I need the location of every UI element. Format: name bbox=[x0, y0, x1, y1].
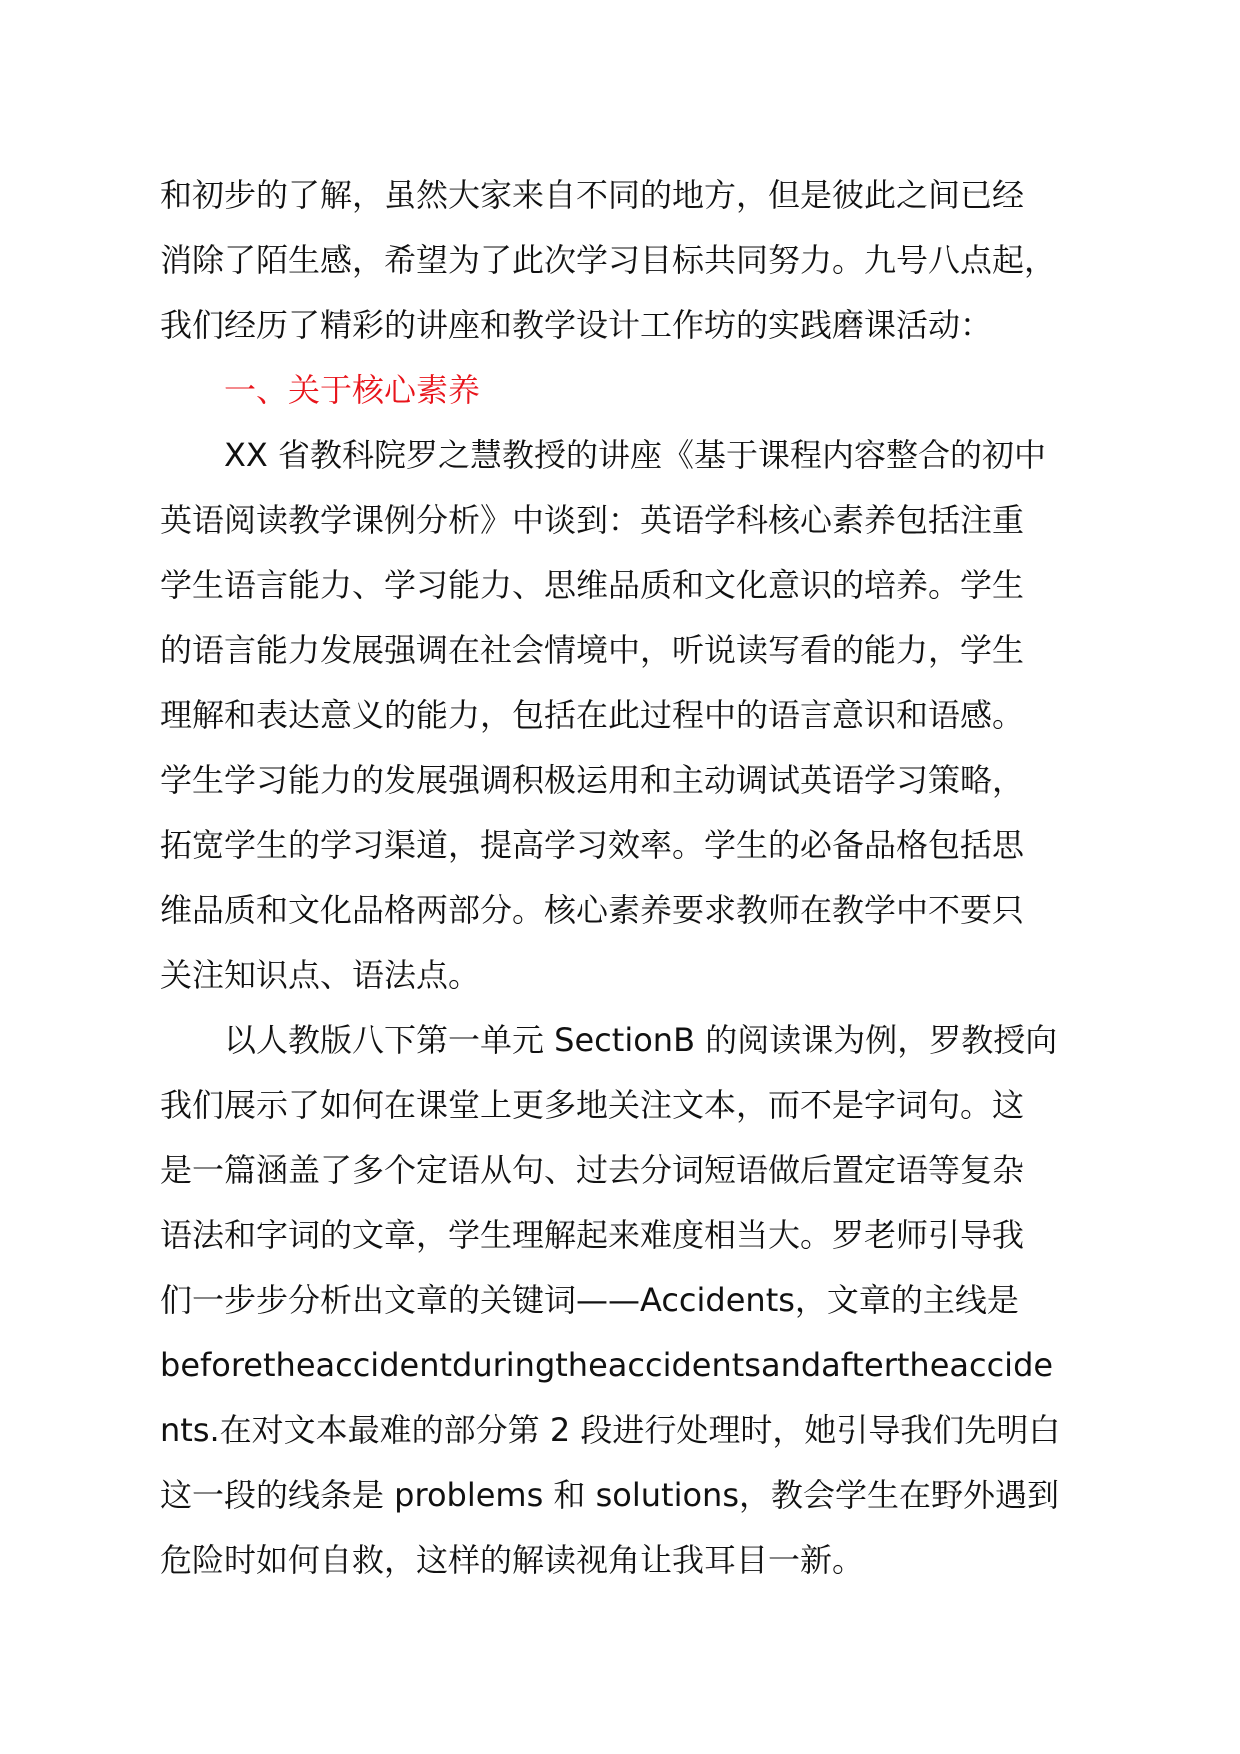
text-line: beforetheaccidentduringtheaccidentsandaftertheaccide bbox=[160, 1346, 1054, 1384]
text-line: 语法和字词的文章，学生理解起来难度相当大。罗老师引导我 bbox=[160, 1216, 1025, 1254]
text-line: 这一段的线条是 problems 和 solutions，教会学生在野外遇到 bbox=[160, 1476, 1059, 1514]
paragraph-core-literacy bbox=[160, 423, 1100, 1008]
text-line: nts.在对文本最难的部分第 2 段进行处理时，她引导我们先明白 bbox=[160, 1411, 1061, 1449]
text-line: 消除了陌生感，希望为了此次学习目标共同努力。九号八点起， bbox=[160, 241, 1057, 279]
text-line: 我们展示了如何在课堂上更多地关注文本，而不是字词句。这 bbox=[160, 1086, 1025, 1124]
paragraph-intro bbox=[160, 163, 1100, 358]
text-line: 理解和表达意义的能力，包括在此过程中的语言意识和语感。 bbox=[160, 696, 1025, 734]
text-line: 危险时如何自救，这样的解读视角让我耳目一新。 bbox=[160, 1541, 865, 1579]
text-line: 的语言能力发展强调在社会情境中，听说读写看的能力，学生 bbox=[160, 631, 1025, 669]
text-line: 维品质和文化品格两部分。核心素养要求教师在教学中不要只 bbox=[160, 891, 1025, 929]
text-line: 关注知识点、语法点。 bbox=[160, 956, 481, 994]
text-line: 学生语言能力、学习能力、思维品质和文化意识的培养。学生 bbox=[160, 566, 1025, 604]
text-line: 以人教版八下第一单元 SectionB 的阅读课为例，罗教授向 bbox=[224, 1021, 1058, 1059]
section-heading bbox=[160, 358, 1100, 423]
text-line: 学生学习能力的发展强调积极运用和主动调试英语学习策略， bbox=[160, 761, 1025, 799]
text-line: XX 省教科院罗之慧教授的讲座《基于课程内容整合的初中 bbox=[224, 436, 1047, 474]
text-line: 我们经历了精彩的讲座和教学设计工作坊的实践磨课活动： bbox=[160, 306, 993, 344]
document-body bbox=[160, 163, 1100, 1593]
text-line: 拓宽学生的学习渠道，提高学习效率。学生的必备品格包括思 bbox=[160, 826, 1025, 864]
text-line: 们一步步分析出文章的关键词——Accidents，文章的主线是 bbox=[160, 1281, 1019, 1319]
text-line: 是一篇涵盖了多个定语从句、过去分词短语做后置定语等复杂 bbox=[160, 1151, 1025, 1189]
text-line: 和初步的了解，虽然大家来自不同的地方，但是彼此之间已经 bbox=[160, 176, 1025, 214]
text-line: 英语阅读教学课例分析》中谈到：英语学科核心素养包括注重 bbox=[160, 501, 1025, 539]
section-heading-text: 一、关于核心素养 bbox=[224, 371, 481, 409]
paragraph-example bbox=[160, 1008, 1100, 1593]
